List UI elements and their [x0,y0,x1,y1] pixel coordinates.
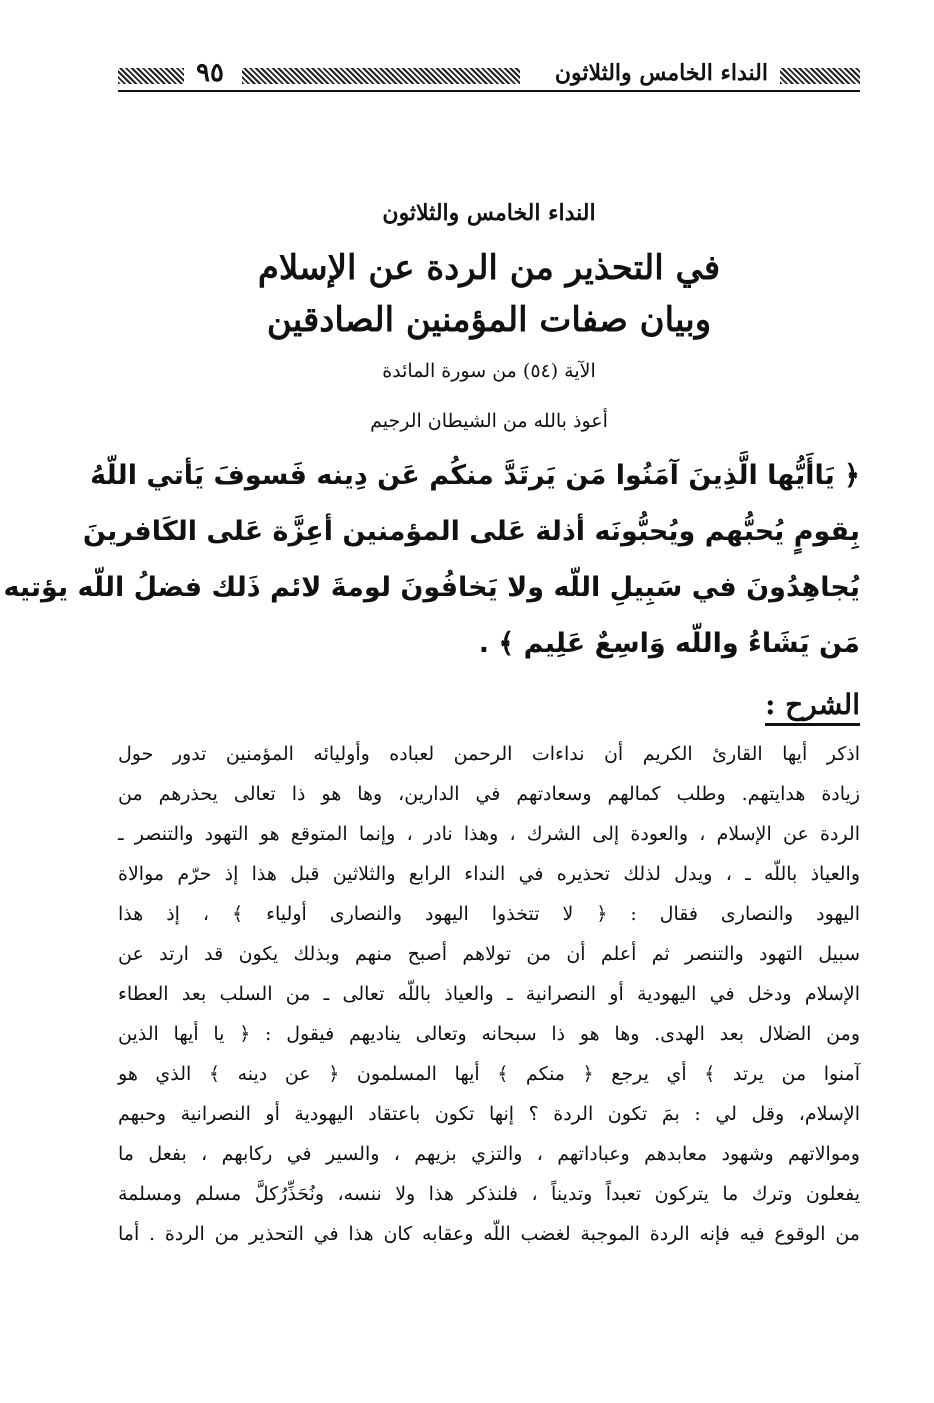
body-line: يفعلون وترك ما يتركون تعبداً وتديناً ، فلنذكر هذا ولا ننسه، ونُحَذِّرُكلَّ مسلم ومسلمة [118,1183,860,1205]
chapter-title-line-1: في التحذير من الردة عن الإسلام [257,248,721,288]
explanation-heading: الشرح : [765,688,860,726]
body-line: اذكر أيها القارئ الكريم أن نداءات الرحمن لعباده وأوليائه المؤمنين تدور حول [118,743,860,765]
body-line: الإسلام ودخل في اليهودية أو النصرانية ـ والعياذ باللّه تعالى ـ من السلب بعد العطاء [118,983,860,1005]
body-line: آمنوا من يرتد ﴾ أي يرجع ﴿ منكم ﴾ أيها المسلمون ﴿ عن دينه ﴾ الذي هو [118,1063,860,1085]
body-line: زيادة هدايتهم. وطلب كمالهم وسعادتهم في الدارين، وها هو ذا تعالى يحذرهم من [118,783,860,805]
running-title: النداء الخامس والثلاثون [549,60,774,86]
page-number: ٩٥ [190,58,230,88]
chapter-label: النداء الخامس والثلاثون [382,200,596,226]
verse-line: بِقومٍ يُحبُّهم ويُحبُّونَه أذلة عَلى المؤمنين أعِزَّة عَلى الكَافرينَ [82,516,860,547]
chapter-title-line-2: وبيان صفات المؤمنين الصادقين [266,300,712,340]
body-line: اليهود والنصارى فقال : ﴿ لا تتخذوا اليهود والنصارى أولياء ﴾ ، إذ هذا [118,903,860,925]
header-ornament-right [780,68,860,84]
header-ornament-middle [242,68,520,84]
ayah-reference: الآية (٥٤) من سورة المائدة [382,360,596,382]
body-line: الردة عن الإسلام ، والعودة إلى الشرك ، وهذا نادر ، وإنما المتوقع هو التهود والتنصر ـ [118,823,860,845]
body-line: والعياذ باللّه ـ ، ويدل لذلك تحذيره في النداء الرابع والثلاثين قبل هذا إذ حرّم موالاة [118,863,860,885]
verse-line: ﴿ يَاأَيُّها الَّذِينَ آمَنُوا مَن يَرتَدَّ منكُم عَن دِينه فَسوفَ يَأتي اللّهُ [90,460,860,491]
header-ornament-left [118,68,184,84]
verse-line: يُجاهِدُونَ في سَبِيلِ اللّه ولا يَخافُونَ لومةَ لائم ذَلك فضلُ اللّه يؤتيه [3,572,860,603]
taawwudh: أعوذ بالله من الشيطان الرجيم [370,410,608,432]
body-line: سبيل التهود والتنصر ثم أعلم أن من تولاهم أصبح منهم وبذلك يكون قد ارتد عن [118,943,860,965]
running-header [118,58,860,92]
verse-line: مَن يَشَاءُ واللّه وَاسِعٌ عَلِيم ﴾ . [478,628,860,659]
body-line: ومن الضلال بعد الهدى. وها هو ذا سبحانه وتعالى يناديهم فيقول : ﴿ يا أيها الذين [118,1023,860,1045]
body-line: وموالاتهم وشهود معابدهم وعباداتهم ، والتزي بزيهم ، والسير في ركابهم ، بفعل ما [118,1143,860,1165]
header-rule [118,90,860,92]
body-line: من الوقوع فيه فإنه الردة الموجبة لغضب اللّه وعقابه كان هذا في التحذير من الردة . أما [118,1223,860,1245]
body-line: الإسلام، وقل لي : بمَ تكون الردة ؟ إنها تكون باعتقاد اليهودية أو النصرانية وحبهم [118,1103,860,1125]
